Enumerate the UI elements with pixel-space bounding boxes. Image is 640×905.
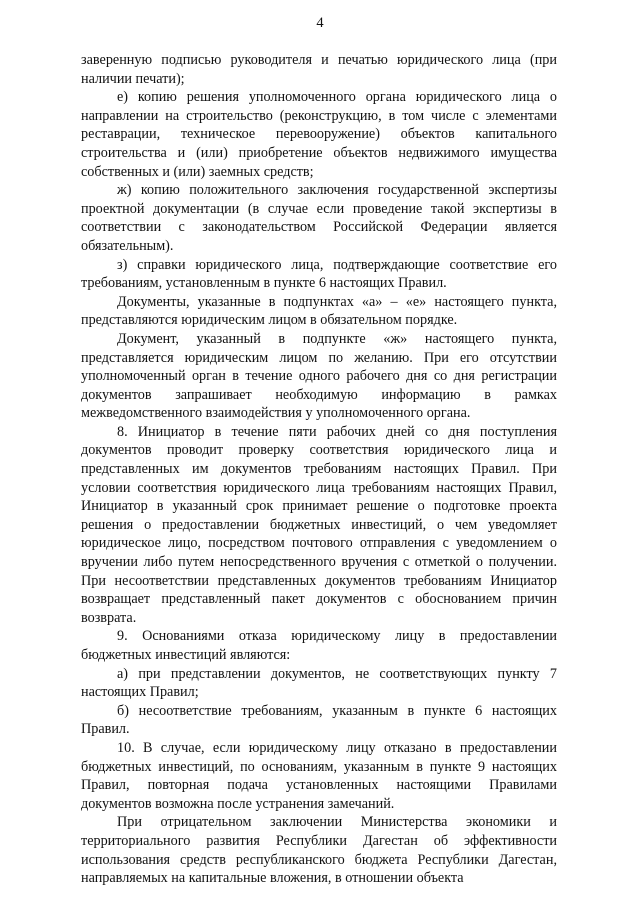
paragraph-clause-9-b: б) несоответствие требованиям, указанным в пункте 6 настоящих Правил.	[81, 702, 557, 738]
paragraph-mandatory-documents: Документы, указанные в подпунктах «а» – «е» настоящего пункта, представляются юридическим лицом в обязательном порядке.	[81, 293, 557, 329]
paragraph-clause-10: 10. В случае, если юридическому лицу отказано в предоставлении бюджетных инвестиций, по основаниям, указанным в пункте 9 настоящих Правил, повторная подача установленных настоящими Правилами документов возможна после устранения замечаний.	[81, 739, 557, 812]
paragraph-optional-document: Документ, указанный в подпункте «ж» настоящего пункта, представляется юридическим лицом по желанию. При его отсутствии уполномоченный орган в течение одного рабочего дня со дня регистрации документов запрашивает необходимую информацию в рамках межведомственного взаимодействия у уполномоченного органа.	[81, 330, 557, 422]
paragraph-clause-9-a: а) при представлении документов, не соответствующих пункту 7 настоящих Правил;	[81, 665, 557, 701]
document-body	[81, 51, 557, 888]
paragraph-clause-9: 9. Основаниями отказа юридическому лицу в предоставлении бюджетных инвестиций являются:	[81, 628, 557, 663]
paragraph-continuation: заверенную подписью руководителя и печатью юридического лица (при наличии печати);	[81, 52, 557, 87]
paragraph-item-z: з) справки юридического лица, подтверждающие соответствие его требованиям, установленным в пункте 6 настоящих Правил.	[81, 256, 557, 292]
paragraph-clause-8: 8. Инициатор в течение пяти рабочих дней со дня поступления документов проводит проверку соответствия юридического лица и представленных им документов требованиям настоящих Правил. При условии соответствия юридического лица требованиям настоящих Правил, Инициатор в указанный срок принимает решение о подготовке проекта решения о предоставлении бюджетных инвестиций, о чем уведомляет юридическое лицо, посредством почтового отправления с уведомлением о вручении либо путем непосредственного вручения с отметкой о получении. При несоответствии представленных документов требованиям Инициатор возвращает представленный пакет документов с обоснованием причин возврата.	[81, 423, 557, 626]
paragraph-item-zh: ж) копию положительного заключения государственной экспертизы проектной документации (в случае если проведение такой экспертизы в соответствии с законодательством Российской Федерации является обязательным).	[81, 182, 557, 254]
paragraph-item-e: е) копию решения уполномоченного органа юридического лица о направлении на строительство (реконструкцию, в том числе с элементами реставрации, техническое перевооружение) объектов капитального строительства и (или) приобретение объектов недвижимого имущества собственных и (или) заемных средств;	[81, 89, 557, 180]
paragraph-negative-conclusion: При отрицательном заключении Министерства экономики и территориального развития Республики Дагестан об эффективности использования средств республиканского бюджета Республики Дагестан, направляемых на капитальные вложения, в отношении объекта	[81, 814, 557, 887]
page-number: 4	[316, 15, 324, 31]
